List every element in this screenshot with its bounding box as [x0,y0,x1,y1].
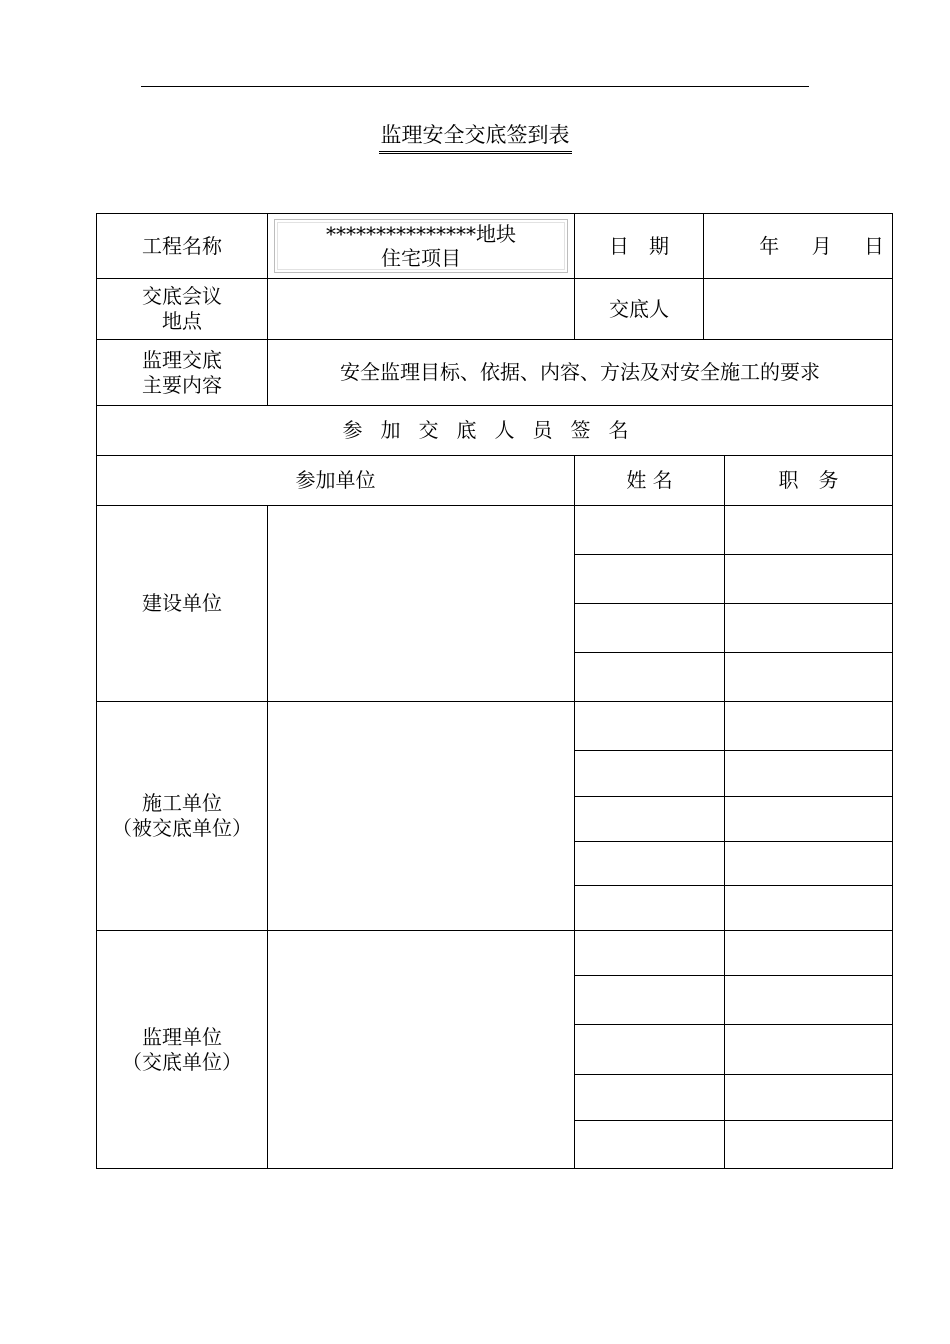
group-contractor-label [97,702,268,931]
location-label-line1: 交底会议 [142,284,222,308]
name-cell[interactable] [575,886,725,931]
position-cell[interactable] [725,604,893,653]
content-label-line1: 监理交底 [142,347,222,372]
name-cell[interactable] [575,1025,725,1075]
group-supervisor-label [97,931,268,1169]
group-owner-label-line1: 建设单位 [142,591,222,615]
date-year: 年 [759,233,780,258]
name-cell[interactable] [575,604,725,653]
sign-in-form-table [96,213,893,1169]
name-cell[interactable] [575,1121,725,1169]
table-row [97,506,893,555]
location-label [97,279,268,340]
content-value: 安全监理目标、依据、内容、方法及对安全施工的要求 [268,340,893,406]
position-cell[interactable] [725,1075,893,1121]
position-cell[interactable] [725,702,893,751]
page-title [0,120,950,154]
presenter-value[interactable] [704,279,893,340]
location-label-line2: 地点 [162,309,202,333]
position-cell[interactable] [725,976,893,1025]
group-supervisor-label-line2: （交底单位） [122,1049,242,1074]
project-name-cell [268,214,575,279]
name-cell[interactable] [575,1075,725,1121]
col-unit-header: 参加单位 [97,456,575,506]
presenter-label: 交底人 [575,279,704,340]
signature-header-row [97,406,893,456]
col-name-header: 姓 名 [575,456,725,506]
project-row [97,214,893,279]
signature-section-title: 参加交底人员签名 [97,406,893,456]
date-label: 日 期 [575,214,704,279]
position-cell[interactable] [725,931,893,976]
group-supervisor-label-line1: 监理单位 [142,1024,222,1049]
col-position-header: 职 务 [725,456,893,506]
header-rule [141,86,809,87]
project-name-label: 工程名称 [97,214,268,279]
location-row [97,279,893,340]
position-cell[interactable] [725,886,893,931]
name-cell[interactable] [575,653,725,702]
group-supervisor-unit-cell[interactable] [268,931,575,1169]
content-label [97,340,268,406]
group-owner-label [97,506,268,702]
name-cell[interactable] [575,702,725,751]
group-contractor-unit-cell[interactable] [268,702,575,931]
name-cell[interactable] [575,797,725,842]
name-cell[interactable] [575,555,725,604]
column-header-row [97,456,893,506]
position-cell[interactable] [725,1025,893,1075]
project-name-line2: 住宅项目 [381,246,461,270]
group-owner-unit-cell[interactable] [268,506,575,702]
group-contractor-label-line2: （被交底单位） [112,816,252,840]
position-cell[interactable] [725,555,893,604]
project-name-box [274,219,568,273]
date-month: 月 [811,233,832,258]
location-value[interactable] [268,279,575,340]
table-row [97,931,893,976]
position-cell[interactable] [725,797,893,842]
date-day: 日 [864,233,884,258]
position-cell[interactable] [725,842,893,886]
name-cell[interactable] [575,931,725,976]
date-value-cell[interactable] [704,214,893,279]
name-cell[interactable] [575,976,725,1025]
name-cell[interactable] [575,842,725,886]
table-row [97,702,893,751]
name-cell[interactable] [575,751,725,797]
position-cell[interactable] [725,751,893,797]
page-title-text: 监理安全交底签到表 [379,120,572,154]
position-cell[interactable] [725,1121,893,1169]
content-label-line2: 主要内容 [142,372,222,397]
group-contractor-label-line1: 施工单位 [142,791,222,815]
name-cell[interactable] [575,506,725,555]
content-row [97,340,893,406]
position-cell[interactable] [725,506,893,555]
project-name-line1: ***************地块 [326,222,516,246]
position-cell[interactable] [725,653,893,702]
